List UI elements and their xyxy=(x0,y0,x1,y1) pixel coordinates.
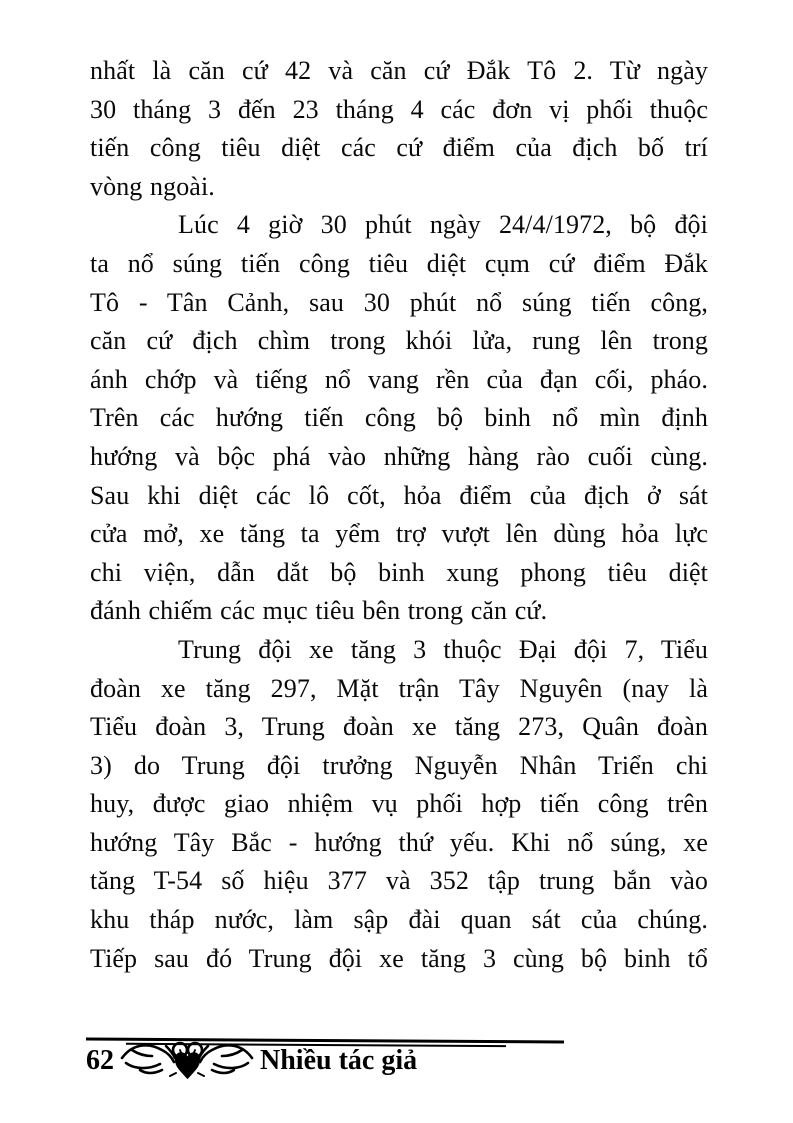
text-line: chi viện, dẫn dắt bộ binh xung phong tiêu diệt xyxy=(90,557,708,587)
text-line: Trên các hướng tiến công bộ binh nổ mìn định xyxy=(90,403,708,433)
text-line: Lúc 4 giờ 30 phút ngày 24/4/1972, bộ đội xyxy=(178,210,708,240)
text-line: Tiếp sau đó Trung đội xe tăng 3 cùng bộ binh tổ xyxy=(90,943,708,973)
text-line: căn cứ địch chìm trong khói lửa, rung lên trong xyxy=(90,326,708,356)
text-line: Sau khi diệt các lô cốt, hỏa điểm của địch ở sát xyxy=(90,480,708,510)
text-line: tiến công tiêu diệt các cứ điểm của địch bố trí xyxy=(90,133,708,163)
floral-ornament-icon xyxy=(118,1036,256,1082)
text-line: đoàn xe tăng 297, Mặt trận Tây Nguyên (nay là xyxy=(90,673,708,703)
page-number: 62 xyxy=(86,1045,114,1076)
text-line: hướng và bộc phá vào những hàng rào cuối cùng. xyxy=(90,441,708,471)
text-line: Tô - Tân Cảnh, sau 30 phút nổ súng tiến công, xyxy=(90,287,708,317)
text-line: Tiểu đoàn 3, Trung đoàn xe tăng 273, Quân đoàn xyxy=(90,712,708,742)
text-line: khu tháp nước, làm sập đài quan sát của chúng. xyxy=(90,905,708,935)
text-line: hướng Tây Bắc - hướng thứ yếu. Khi nổ súng, xe xyxy=(90,827,708,857)
text-line: ta nổ súng tiến công tiêu diệt cụm cứ điểm Đắk xyxy=(90,248,708,278)
paragraph xyxy=(90,631,708,978)
paragraph xyxy=(90,52,708,206)
text-line: 3) do Trung đội trưởng Nguyễn Nhân Triển chi xyxy=(90,750,708,780)
text-line: tăng T-54 số hiệu 377 và 352 tập trung bắn vào xyxy=(90,866,708,896)
text-line: 30 tháng 3 đến 23 tháng 4 các đơn vị phối thuộc xyxy=(90,94,708,124)
text-line: đánh chiếm các mục tiêu bên trong căn cứ. xyxy=(90,596,548,626)
paragraph xyxy=(90,206,708,631)
footer-author-label: Nhiều tác giả xyxy=(260,1045,418,1076)
text-line: vòng ngoài. xyxy=(90,171,215,201)
text-line: nhất là căn cứ 42 và căn cứ Đắk Tô 2. Từ ngày xyxy=(90,56,708,85)
body-text xyxy=(90,52,708,978)
page-footer xyxy=(86,1040,417,1082)
text-line: huy, được giao nhiệm vụ phối hợp tiến công trên xyxy=(90,789,708,819)
text-line: Trung đội xe tăng 3 thuộc Đại đội 7, Tiểu xyxy=(178,634,708,664)
text-line: ánh chớp và tiếng nổ vang rền của đạn cối, pháo. xyxy=(90,364,708,394)
text-line: cửa mở, xe tăng ta yểm trợ vượt lên dùng hỏa lực xyxy=(90,519,708,549)
